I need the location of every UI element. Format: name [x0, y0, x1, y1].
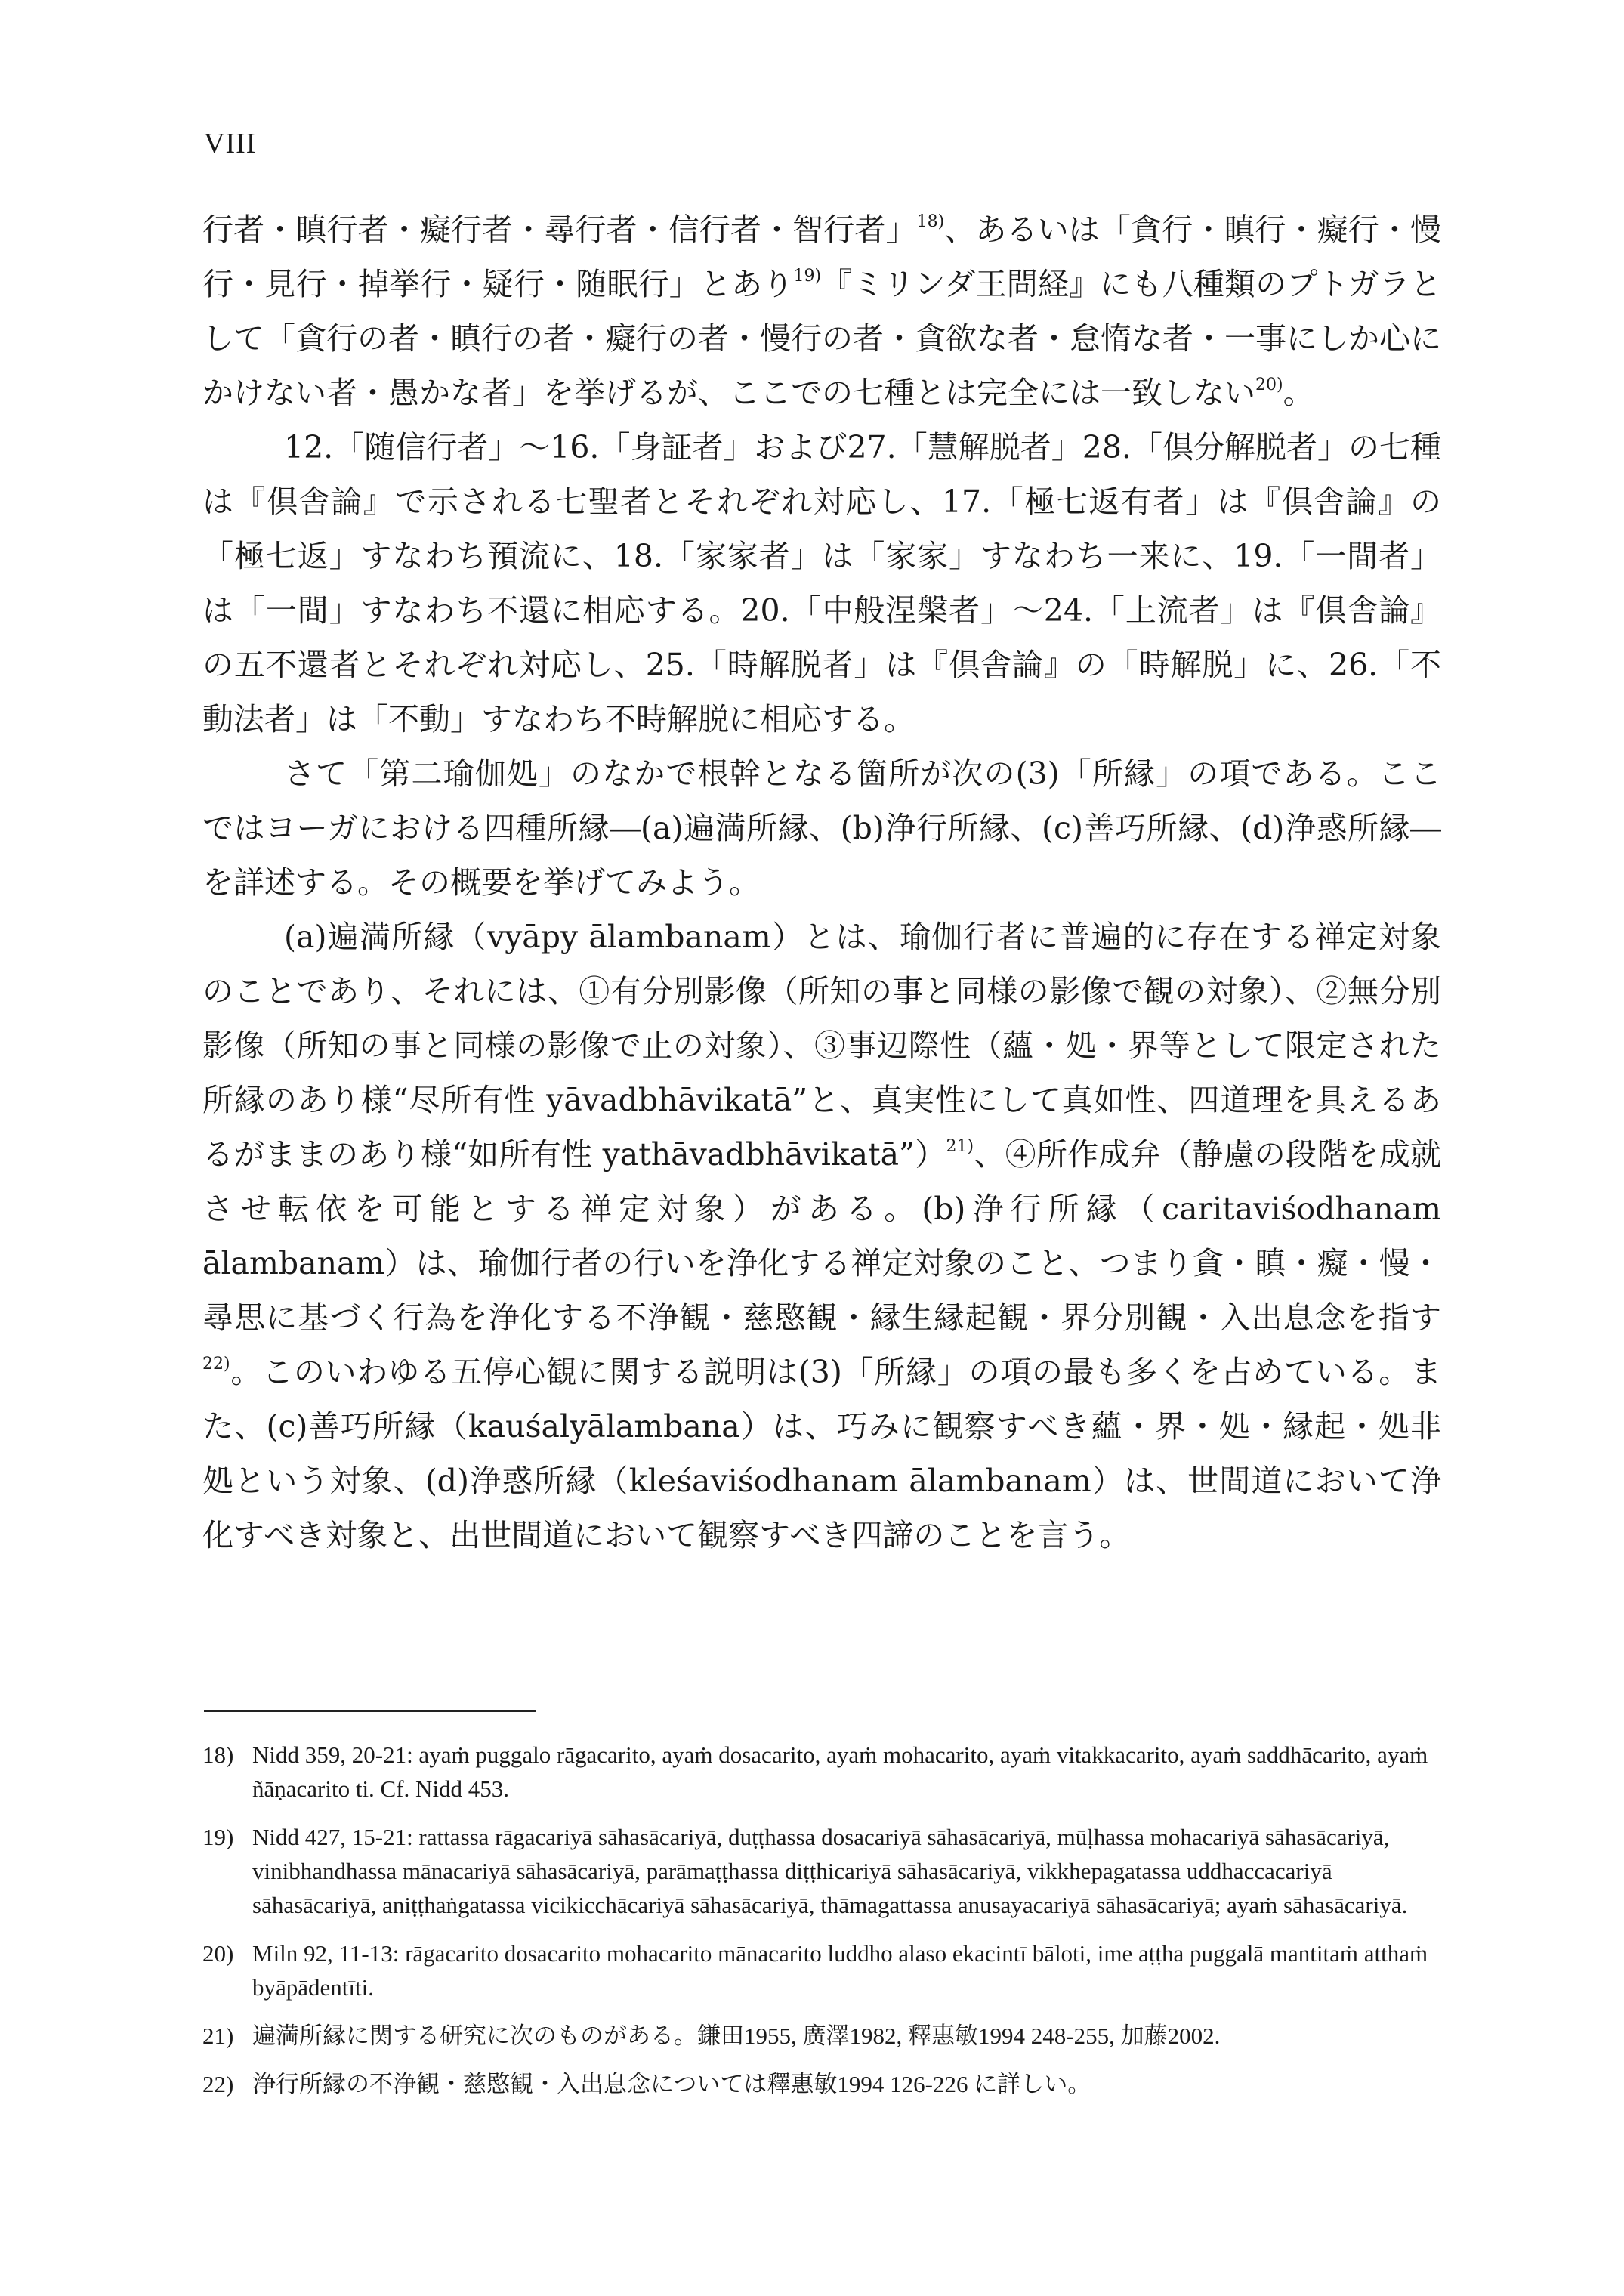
footnote-22 [202, 2067, 1449, 2101]
paragraph-4 [202, 910, 1441, 1562]
footnote-number: 19) [202, 1824, 234, 1850]
footnote-19 [202, 1820, 1449, 1922]
footnote-text: 遍満所縁に関する研究に次のものがある。鎌田1955, 廣澤1982, 釋惠敏1994 248-255, 加藤2002. [252, 2023, 1221, 2049]
footnotes [202, 1738, 1449, 2115]
paragraph-1 [202, 202, 1441, 420]
footnote-divider [204, 1710, 536, 1712]
main-text [202, 202, 1441, 1562]
paragraph-2: 12.「随信行者」～16.「身証者」および27.「慧解脱者」28.「倶分解脱者」の七種は『倶舎論』で示される七聖者とそれぞれ対応し、17.「極七返有者」は『倶舎論』の「極七返」すなわち預流に、18.「家家者」は「家家」すなわち一来に、19.「一間者」は「一間」すなわち不還に相応する。20.「中般涅槃者」～24.「上流者」は『倶舎論』の五不還者とそれぞれ対応し、25.「時解脱者」は『倶舎論』の「時解脱」に、26.「不動法者」は「不動」すなわち不時解脱に相応する。 [202, 429, 1441, 737]
footnote-ref-18: 18) [916, 212, 945, 231]
footnote-ref-20: 20) [1255, 375, 1283, 394]
footnote-18 [202, 1738, 1449, 1806]
footnote-text: Nidd 427, 15-21: rattassa rāgacariyā sāhasācariyā, duṭṭhassa dosacariyā sāhasācariyā, mūḷhassa mohacariyā sāhasācariyā, vinibhandhassa mānacariyā sāhasācariyā, parāmaṭṭhassa diṭṭhicariyā sāhasācariyā, vikkhepagatassa uddhaccacariyā sāhasācariyā, aniṭṭhaṅgatassa vicikicchācariyā sāhasācariyā, thāmagattassa anusayacariyā sāhasācariyā; ayaṁ sāhasācariyā. [252, 1824, 1408, 1918]
paragraph-3: さて「第二瑜伽処」のなかで根幹となる箇所が次の(3)「所縁」の項である。ここではヨーガにおける四種所縁―(a)遍満所縁、(b)浄行所縁、(c)善巧所縁、(d)浄惑所縁―を詳述する。その概要を挙げてみよう。 [202, 756, 1441, 901]
text-segment: 。 [1283, 375, 1314, 411]
footnote-text: 浄行所縁の不浄観・慈愍観・入出息念については釋惠敏1994 126-226 に詳しい。 [252, 2071, 1091, 2097]
footnote-text: Nidd 359, 20-21: ayaṁ puggalo rāgacarito, ayaṁ dosacarito, ayaṁ mohacarito, ayaṁ vitakkacarito, ayaṁ saddhācarito, ayaṁ ñāṇacarito ti. Cf. Nidd 453. [252, 1741, 1428, 1802]
text-segment: 。このいわゆる五停心観に関する説明は(3)「所縁」の項の最も多くを占めている。また、(c)善巧所縁（kauśalyālambana）は、巧みに観察すべき蘊・界・処・縁起・処非処という対象、(d)浄惑所縁（kleśaviśodhanam ālambanam）は、世間道において浄化すべき対象と、出世間道において観察すべき四諦のことを言う。 [202, 1354, 1441, 1553]
footnote-number: 21) [202, 2023, 234, 2049]
footnote-20 [202, 1936, 1449, 2004]
footnote-number: 22) [202, 2071, 234, 2097]
text-segment: 『ミリンダ王問経』にも八種類のプトガラとして「貪行の者・瞋行の者・癡行の者・慢行の者・貪欲な者・怠惰な者・一事にしか心にかけない者・愚かな者」を挙げるが、ここでの七種とは完全には一致しない [202, 266, 1441, 411]
footnote-ref-22: 22) [202, 1355, 230, 1374]
text-segment: 、あるいは「貪行・瞋行・癡行・慢行・見行・掉挙行・疑行・随眠行」とあり [202, 212, 1442, 302]
text-segment: (a)遍満所縁（vyāpy ālambanam）とは、瑜伽行者に普遍的に存在する禅定対象のことであり、それには、①有分別影像（所知の事と同様の影像で観の対象）、②無分別影像（所知の事と同様の影像で止の対象）、③事辺際性（蘊・処・界等として限定された所縁のあり様“尽所有性 yāvadbhāvikatā”と、真実性にして真如性、四道理を具えるあるがままのあり様“如所有性 yathāvadbhāvikatā”） [202, 919, 1441, 1173]
page-number: VIII [204, 128, 257, 159]
footnote-number: 20) [202, 1940, 234, 1967]
footnote-21 [202, 2019, 1449, 2053]
footnote-text: Miln 92, 11-13: rāgacarito dosacarito mohacarito mānacarito luddho alaso ekacintī bāloti, ime aṭṭha puggalā mantitaṁ atthaṁ byāpādentīti. [252, 1940, 1428, 2001]
footnote-ref-19: 19) [793, 267, 822, 286]
text-segment: 行者・瞋行者・癡行者・尋行者・信行者・智行者」 [202, 212, 917, 248]
footnote-ref-21: 21) [946, 1137, 974, 1156]
text-segment: 、④所作成弁（静慮の段階を成就させ転依を可能とする禅定対象）がある。(b)浄行所縁（caritaviśodhanam ālambanam）は、瑜伽行者の行いを浄化する禅定対象のこと、つまり貪・瞋・癡・慢・尋思に基づく行為を浄化する不浄観・慈愍観・縁生縁起観・界分別観・入出息念を指す [202, 1136, 1441, 1336]
footnote-number: 18) [202, 1741, 234, 1768]
